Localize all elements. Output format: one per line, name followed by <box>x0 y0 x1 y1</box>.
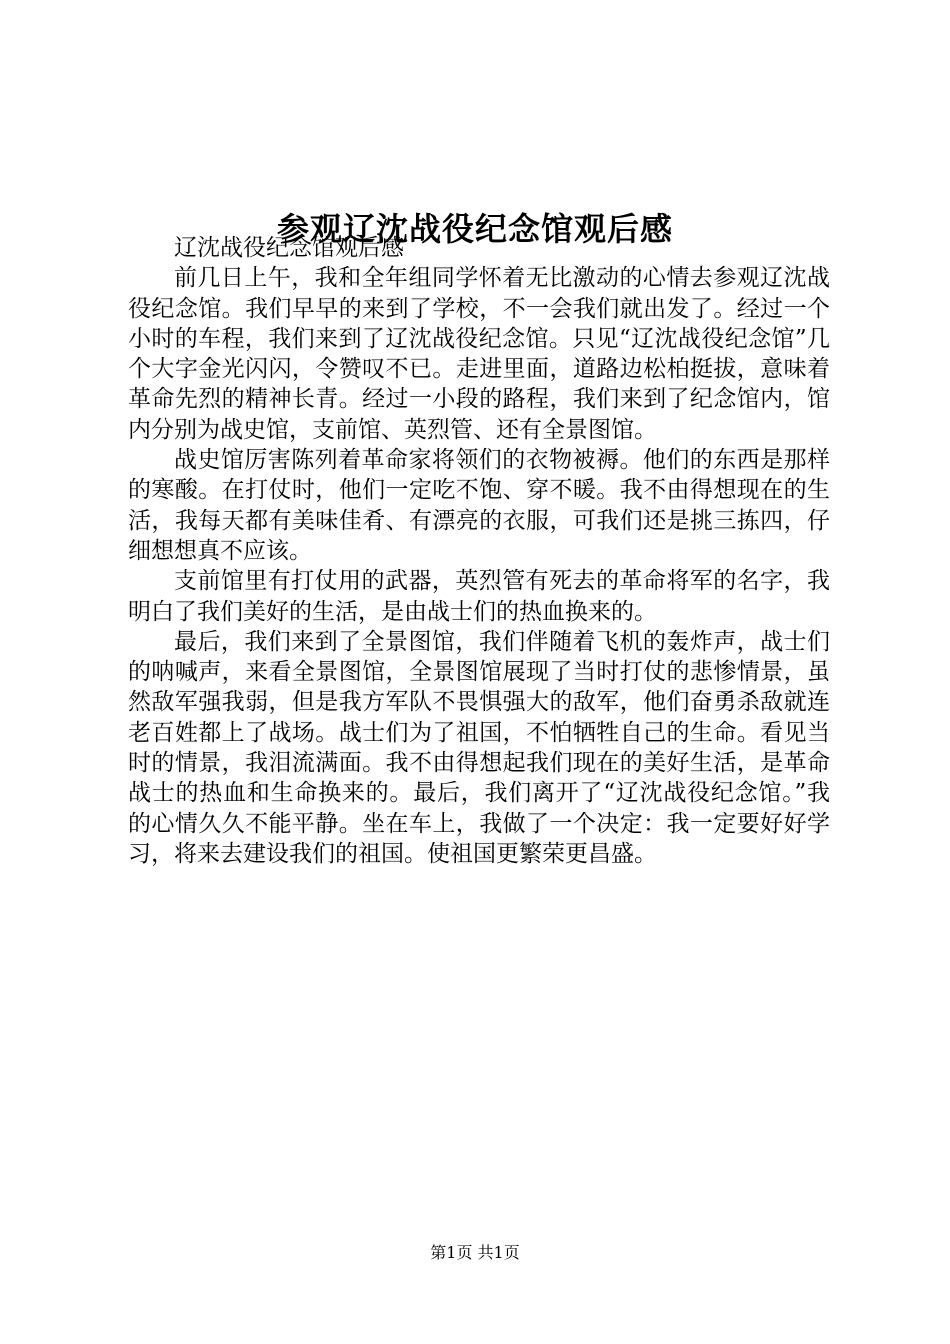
document-body <box>128 233 830 869</box>
page-footer: 第1页 共1页 <box>430 1243 520 1262</box>
body-paragraph: 辽沈战役纪念馆观后感 <box>174 235 404 261</box>
body-paragraph: 前几日上午，我和全年组同学怀着无比激动的心情去参观辽沈战役纪念馆。我们早早的来到了学校，不一会我们就出发了。经过一个小时的车程，我们来到了辽沈战役纪念馆。只见“辽沈战役纪念馆”几个大字金光闪闪，令赞叹不已。走进里面，道路边松柏挺拔，意味着革命先烈的精神长青。经过一小段的路程，我们来到了纪念馆内，馆内分别为战史馆，支前馆、英烈管、还有全景图馆。 <box>128 265 830 443</box>
body-paragraph: 战史馆厉害陈列着革命家将领们的衣物被褥。他们的东西是那样的寒酸。在打仗时，他们一定吃不饱、穿不暖。我不由得想现在的生活，我每天都有美味佳肴、有漂亮的衣服，可我们还是挑三拣四，仔细想想真不应该。 <box>128 447 830 564</box>
document-title: 参观辽沈战役纪念馆观后感 <box>276 210 673 249</box>
body-paragraph: 支前馆里有打仗用的武器，英烈管有死去的革命将军的名字，我明白了我们美好的生活，是由战士们的热血换来的。 <box>128 568 830 625</box>
body-paragraph: 最后，我们来到了全景图馆，我们伴随着飞机的轰炸声，战士们的呐喊声，来看全景图馆，全景图馆展现了当时打仗的悲惨情景，虽然敌军强我弱，但是我方军队不畏惧强大的敌军，他们奋勇杀敌就连老百姓都上了战场。战士们为了祖国，不怕牺牲自己的生命。看见当时的情景，我泪流满面。我不由得想起我们现在的美好生活，是革命战士的热血和生命换来的。最后，我们离开了“辽沈战役纪念馆。”我的心情久久不能平静。坐在车上，我做了一个决定：我一定要好好学习，将来去建设我们的祖国。使祖国更繁荣更昌盛。 <box>128 628 830 867</box>
